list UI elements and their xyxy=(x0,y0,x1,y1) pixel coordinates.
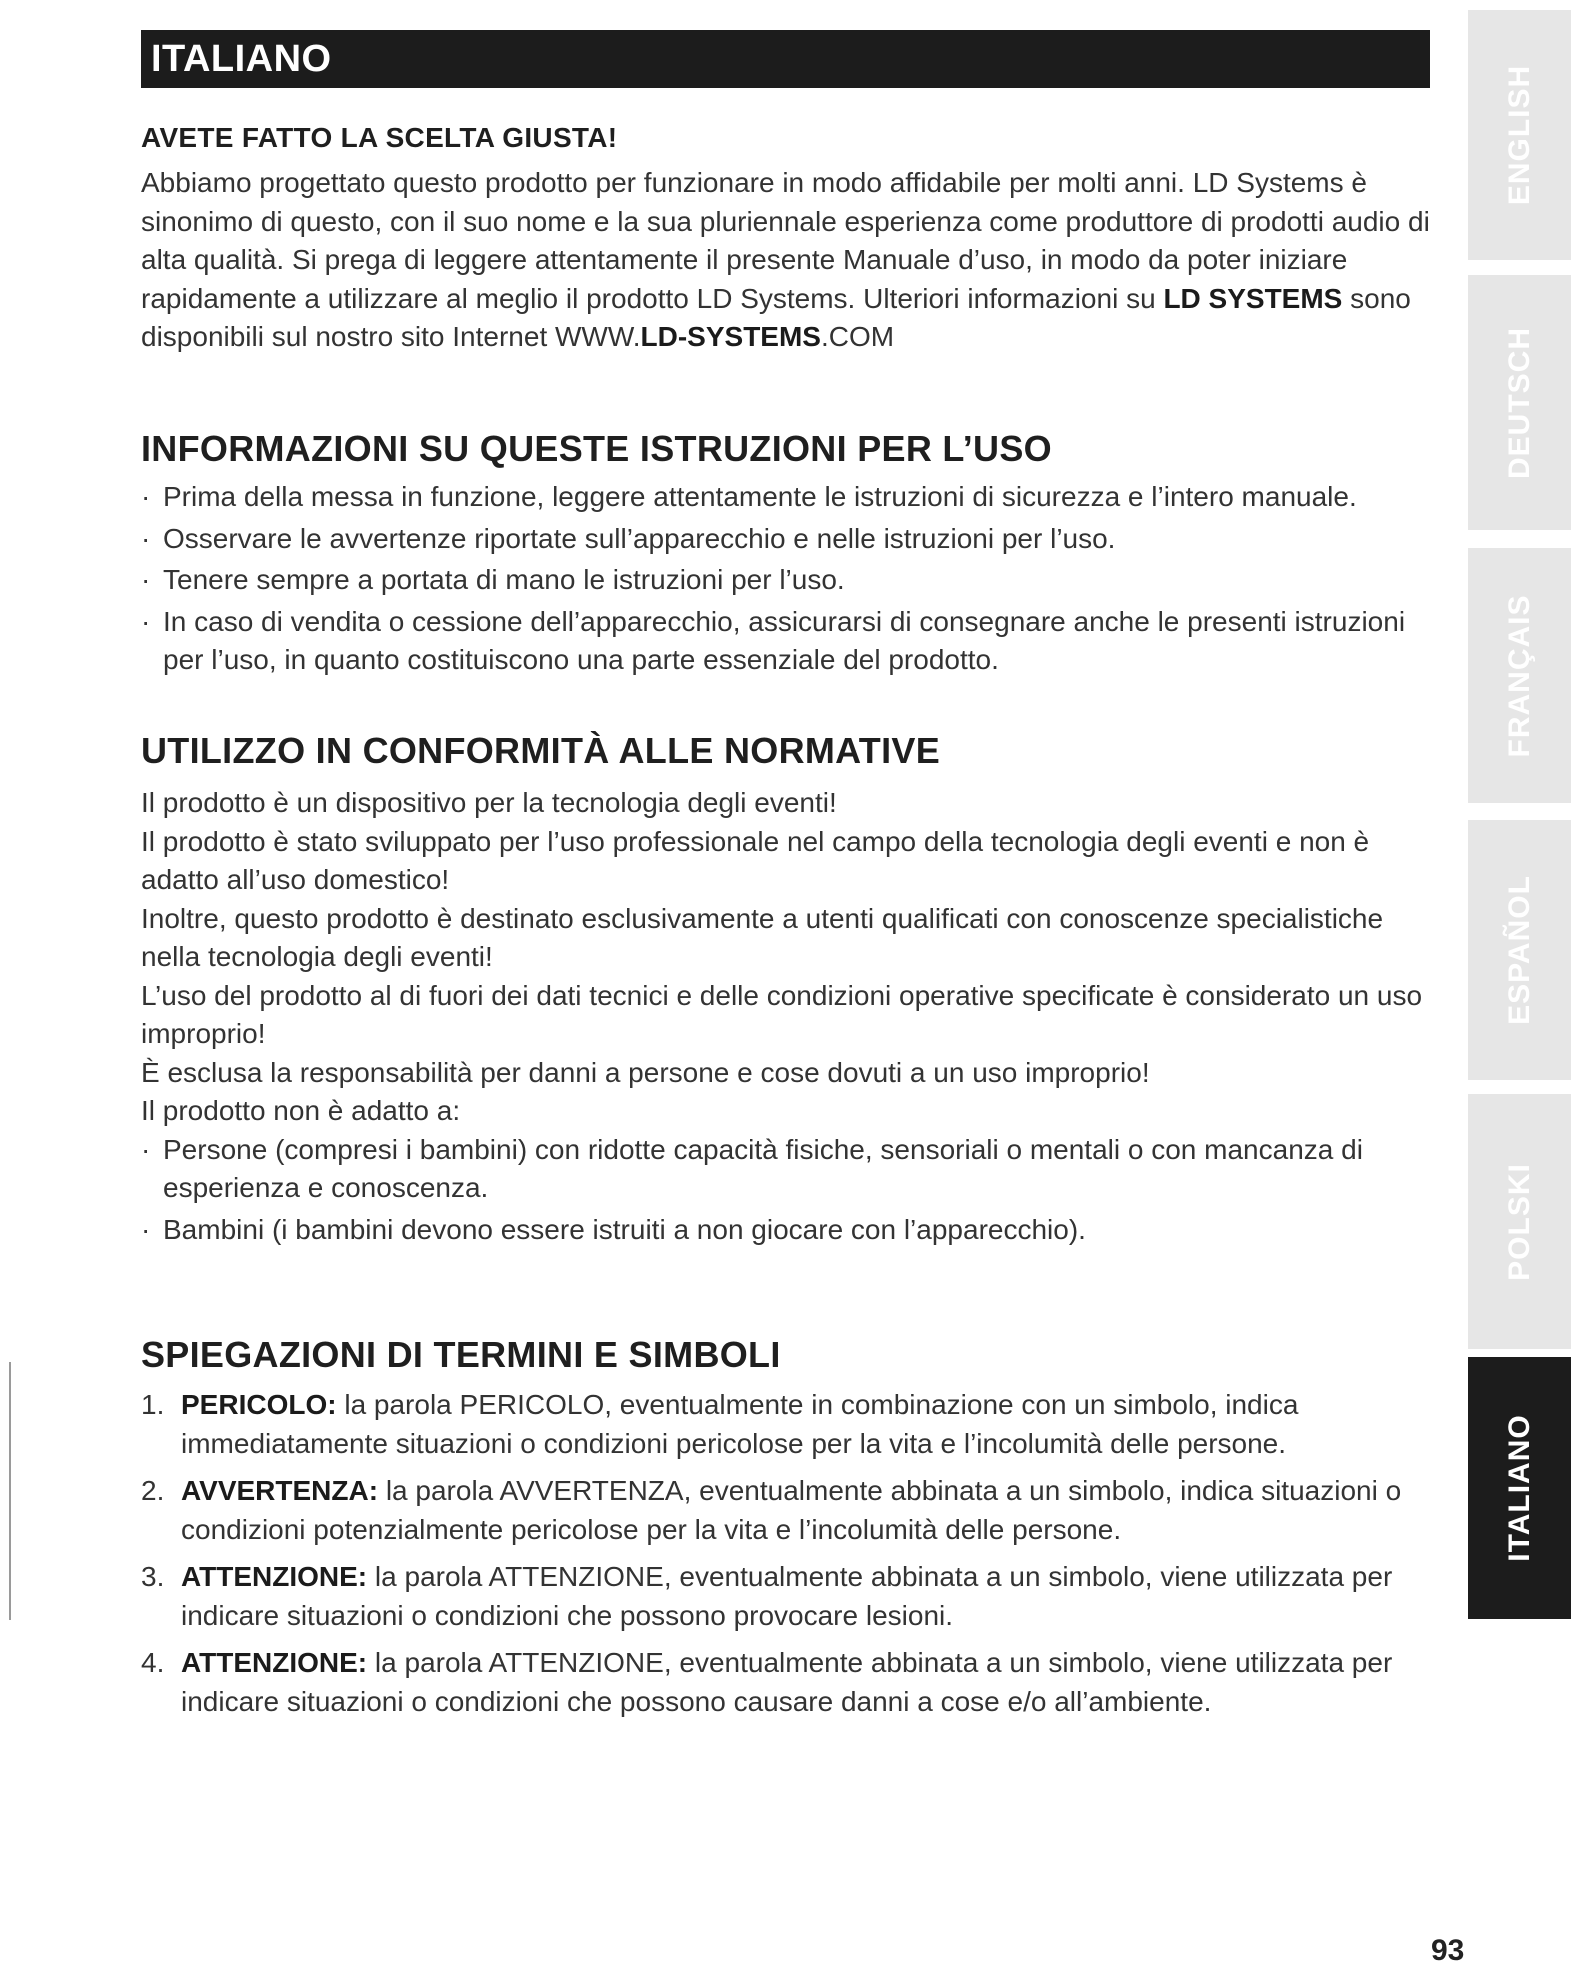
bullet-icon: · xyxy=(141,1133,151,1165)
list-item: · In caso di vendita o cessione dell’apparecchio, assicurarsi di consegnare anche le presenti istruzioni per l’uso, in quanto costituiscono una parte essenziale del prodotto. xyxy=(141,603,1431,680)
list-item: 2. AVVERTENZA: la parola AVVERTENZA, eventualmente abbinata a un simbolo, indica situazioni o condizioni potenzialmente pericolose per la vita e l’incolumità delle persone. xyxy=(141,1475,1402,1545)
list-item: · Prima della messa in funzione, leggere attentamente le istruzioni di sicurezza e l’intero manuale. xyxy=(141,478,1431,517)
use-line: Inoltre, questo prodotto è destinato esclusivamente a utenti qualificati con conoscenze specialistiche nella tecnologia degli eventi! xyxy=(141,902,1384,972)
tab-francais[interactable]: FRANÇAIS xyxy=(1468,548,1571,803)
tab-espanol[interactable]: ESPAÑOL xyxy=(1468,820,1571,1080)
list-item: 3. ATTENZIONE: la parola ATTENZIONE, eventualmente abbinata a un simbolo, viene utilizzata per indicare situazioni o condizioni che possono provocare lesioni. xyxy=(141,1561,1393,1631)
section-info-title: INFORMAZIONI SU QUESTE ISTRUZIONI PER L’USO xyxy=(141,428,1052,469)
margin-divider xyxy=(9,1362,11,1620)
section-info xyxy=(141,428,1431,680)
bullet-icon: · xyxy=(141,605,151,637)
use-bullet-list xyxy=(141,1131,1431,1250)
use-line: L’uso del prodotto al di fuori dei dati tecnici e delle condizioni operative specificate è considerato un uso improprio! xyxy=(141,979,1423,1049)
list-item: · Persone (compresi i bambini) con ridotte capacità fisiche, sensoriali o mentali o con mancanza di esperienza e conoscenza. xyxy=(141,1131,1431,1208)
language-header: ITALIANO xyxy=(141,30,1430,88)
section-terms xyxy=(141,1334,1431,1730)
section-terms-title: SPIEGAZIONI DI TERMINI E SIMBOLI xyxy=(141,1334,781,1375)
use-line: È esclusa la responsabilità per danni a persone e cose dovuti a un uso improprio! xyxy=(141,1056,1150,1088)
tab-italiano[interactable]: ITALIANO xyxy=(1468,1357,1571,1619)
use-line: Il prodotto non è adatto a: xyxy=(141,1095,461,1126)
term-label: ATTENZIONE: xyxy=(181,1647,368,1678)
tab-english[interactable]: ENGLISH xyxy=(1468,10,1571,260)
bullet-icon: · xyxy=(141,481,151,512)
intro-text-1: Abbiamo progettato questo prodotto per funzionare in modo affidabile per molti anni. LD Systems è sinonimo di questo, con il suo nome e la sua pluriennale esperienza come produttore di prodotti audio di alta qualità. Si prega di leggere attentamente il presente Manuale d’uso, in modo da poter iniziare rapidamente a utilizzare al meglio il prodotto LD Systems. Ulteriori informazioni su xyxy=(141,167,1430,314)
section-use xyxy=(141,730,1431,1249)
website-tld: .COM xyxy=(820,321,895,352)
list-item: · Bambini (i bambini devono essere istruiti a non giocare con l’apparecchio). xyxy=(141,1211,1431,1250)
intro-title: AVETE FATTO LA SCELTA GIUSTA! xyxy=(141,122,618,153)
bullet-icon: · xyxy=(141,522,151,554)
list-item: · Osservare le avvertenze riportate sull’apparecchio e nelle istruzioni per l’uso. xyxy=(141,520,1431,559)
tab-deutsch[interactable]: DEUTSCH xyxy=(1468,275,1571,530)
intro-paragraph xyxy=(141,164,1431,357)
bullet-icon: · xyxy=(141,564,151,595)
list-item: 1. PERICOLO: la parola PERICOLO, eventualmente in combinazione con un simbolo, indica immediatamente situazioni o condizioni pericolose per la vita e l’incolumità delle persone. xyxy=(141,1389,1299,1459)
bullet-icon: · xyxy=(141,1213,151,1245)
use-line: Il prodotto è un dispositivo per la tecnologia degli eventi! xyxy=(141,787,837,818)
use-line: Il prodotto è stato sviluppato per l’uso professionale nel campo della tecnologia degli eventi e non è adatto all’uso domestico! xyxy=(141,825,1370,895)
term-label: PERICOLO: xyxy=(181,1389,337,1420)
page-number: 93 xyxy=(1431,1934,1465,1967)
terms-list xyxy=(141,1386,1431,1721)
term-label: ATTENZIONE: xyxy=(181,1561,368,1592)
term-label: AVVERTENZA: xyxy=(181,1475,379,1506)
brand-name: LD SYSTEMS xyxy=(1163,282,1343,314)
tab-polski[interactable]: POLSKI xyxy=(1468,1094,1571,1349)
intro-text-2: sono disponibili sul nostro sito Internet WWW. xyxy=(141,282,1411,352)
list-item: 4. ATTENZIONE: la parola ATTENZIONE, eventualmente abbinata a un simbolo, viene utilizzata per indicare situazioni o condizioni che possono causare danni a cose e/o all’ambiente. xyxy=(141,1647,1393,1717)
section-use-title: UTILIZZO IN CONFORMITÀ ALLE NORMATIVE xyxy=(141,730,941,771)
website-domain: LD-SYSTEMS xyxy=(640,321,821,352)
list-item: · Tenere sempre a portata di mano le istruzioni per l’uso. xyxy=(141,561,1431,600)
info-bullet-list xyxy=(141,478,1431,680)
